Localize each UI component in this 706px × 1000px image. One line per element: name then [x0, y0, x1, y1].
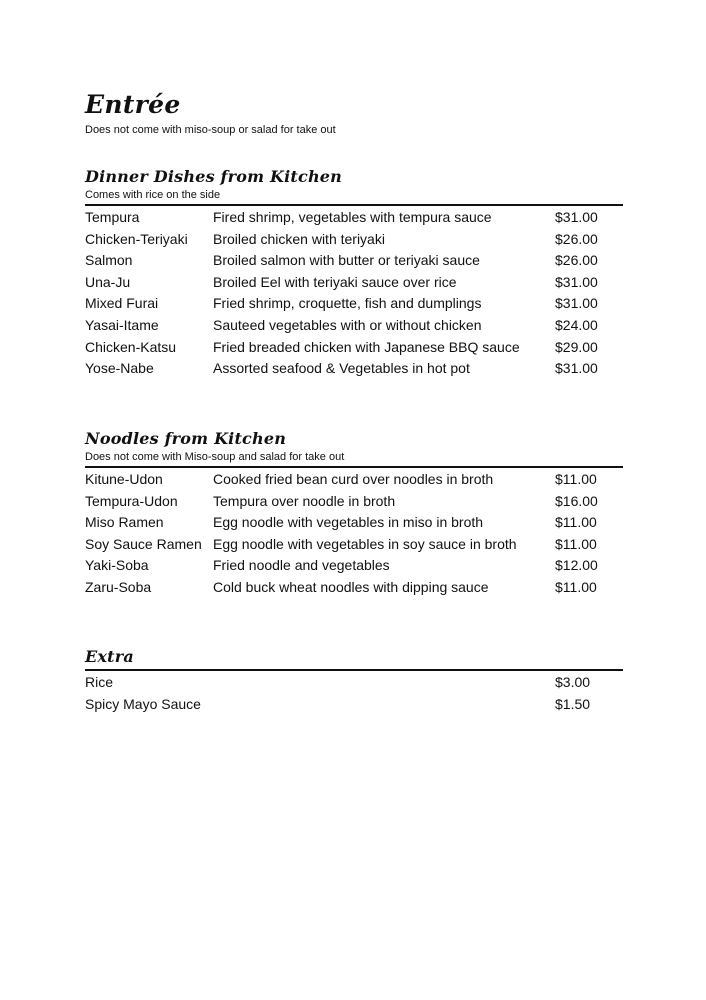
- menu-item: [85, 491, 623, 513]
- item-price: $16.00: [555, 492, 598, 509]
- item-description: Fried breaded chicken with Japanese BBQ sauce: [213, 338, 520, 355]
- item-name: Soy Sauce Ramen: [85, 535, 202, 552]
- menu-item: [85, 512, 623, 534]
- item-name: Salmon: [85, 252, 133, 269]
- menu-item: [85, 577, 623, 599]
- item-description: Egg noodle with vegetables in soy sauce in broth: [213, 535, 517, 552]
- item-description: Cold buck wheat noodles with dipping sauce: [213, 578, 489, 595]
- item-price: $11.00: [555, 535, 597, 552]
- menu-item: [85, 555, 623, 577]
- item-price: $31.00: [555, 209, 598, 225]
- item-price: $31.00: [555, 295, 598, 312]
- menu-item: [85, 229, 623, 251]
- item-price: $31.00: [555, 360, 598, 377]
- item-price: $1.50: [555, 695, 591, 712]
- section-title-noodles: Noodles from Kitchen: [85, 429, 287, 448]
- item-name: Una-Ju: [85, 273, 131, 290]
- item-price: $11.00: [555, 578, 597, 595]
- item-description: Tempura over noodle in broth: [213, 492, 396, 509]
- menu-item: [85, 272, 623, 294]
- section-note-noodles: Does not come with Miso-soup and salad for take out: [85, 451, 345, 463]
- menu-list-extra: [85, 671, 623, 715]
- item-price: $26.00: [555, 230, 598, 247]
- section-title-dinner: Dinner Dishes from Kitchen: [85, 167, 342, 186]
- item-price: $3.00: [555, 674, 591, 690]
- item-price: $11.00: [555, 471, 597, 487]
- page-note: Does not come with miso-soup or salad for take out: [85, 124, 336, 136]
- menu-list-dinner: [85, 206, 623, 380]
- menu-item: [85, 694, 623, 716]
- item-name: Kitune-Udon: [85, 471, 163, 487]
- menu-item: [85, 672, 623, 694]
- item-name: Chicken-Katsu: [85, 338, 177, 355]
- item-description: Fried shrimp, croquette, fish and dumplings: [213, 295, 482, 312]
- item-description: Assorted seafood & Vegetables in hot pot: [213, 360, 470, 377]
- item-price: $29.00: [555, 338, 598, 355]
- item-name: Chicken-Teriyaki: [85, 230, 188, 247]
- item-name: Spicy Mayo Sauce: [85, 695, 201, 712]
- item-name: Miso Ramen: [85, 514, 164, 531]
- menu-item: [85, 358, 623, 380]
- item-name: Mixed Furai: [85, 295, 159, 312]
- dinner-section: [85, 166, 623, 380]
- item-description: Broiled salmon with butter or teriyaki sauce: [213, 252, 480, 269]
- menu-item: [85, 315, 623, 337]
- item-description: Broiled Eel with teriyaki sauce over rice: [213, 273, 457, 290]
- item-price: $31.00: [555, 273, 598, 290]
- item-price: $11.00: [555, 514, 597, 531]
- section-note-dinner: Comes with rice on the side: [85, 189, 221, 201]
- item-name: Yasai-Itame: [85, 316, 159, 333]
- page-title: Entrée: [85, 90, 181, 119]
- item-description: Broiled chicken with teriyaki: [213, 230, 385, 247]
- item-name: Rice: [85, 674, 114, 690]
- item-description: Fired shrimp, vegetables with tempura sauce: [213, 209, 492, 225]
- extra-section: [85, 646, 623, 715]
- menu-item: [85, 534, 623, 556]
- noodles-section: [85, 428, 623, 599]
- item-price: $24.00: [555, 316, 598, 333]
- item-name: Tempura: [85, 209, 140, 225]
- menu-item: [85, 469, 623, 491]
- menu-list-noodles: [85, 468, 623, 599]
- item-description: Cooked fried bean curd over noodles in broth: [213, 471, 494, 487]
- item-price: $26.00: [555, 252, 598, 269]
- item-name: Zaru-Soba: [85, 578, 152, 595]
- item-name: Tempura-Udon: [85, 492, 178, 509]
- item-name: Yose-Nabe: [85, 360, 154, 377]
- menu-item: [85, 250, 623, 272]
- menu-item: [85, 207, 623, 229]
- item-name: Yaki-Soba: [85, 557, 149, 574]
- item-price: $12.00: [555, 557, 598, 574]
- menu-item: [85, 337, 623, 359]
- menu-item: [85, 293, 623, 315]
- section-title-extra: Extra: [85, 647, 134, 666]
- item-description: Egg noodle with vegetables in miso in broth: [213, 514, 484, 531]
- item-description: Fried noodle and vegetables: [213, 557, 390, 574]
- item-description: Sauteed vegetables with or without chicken: [213, 316, 482, 333]
